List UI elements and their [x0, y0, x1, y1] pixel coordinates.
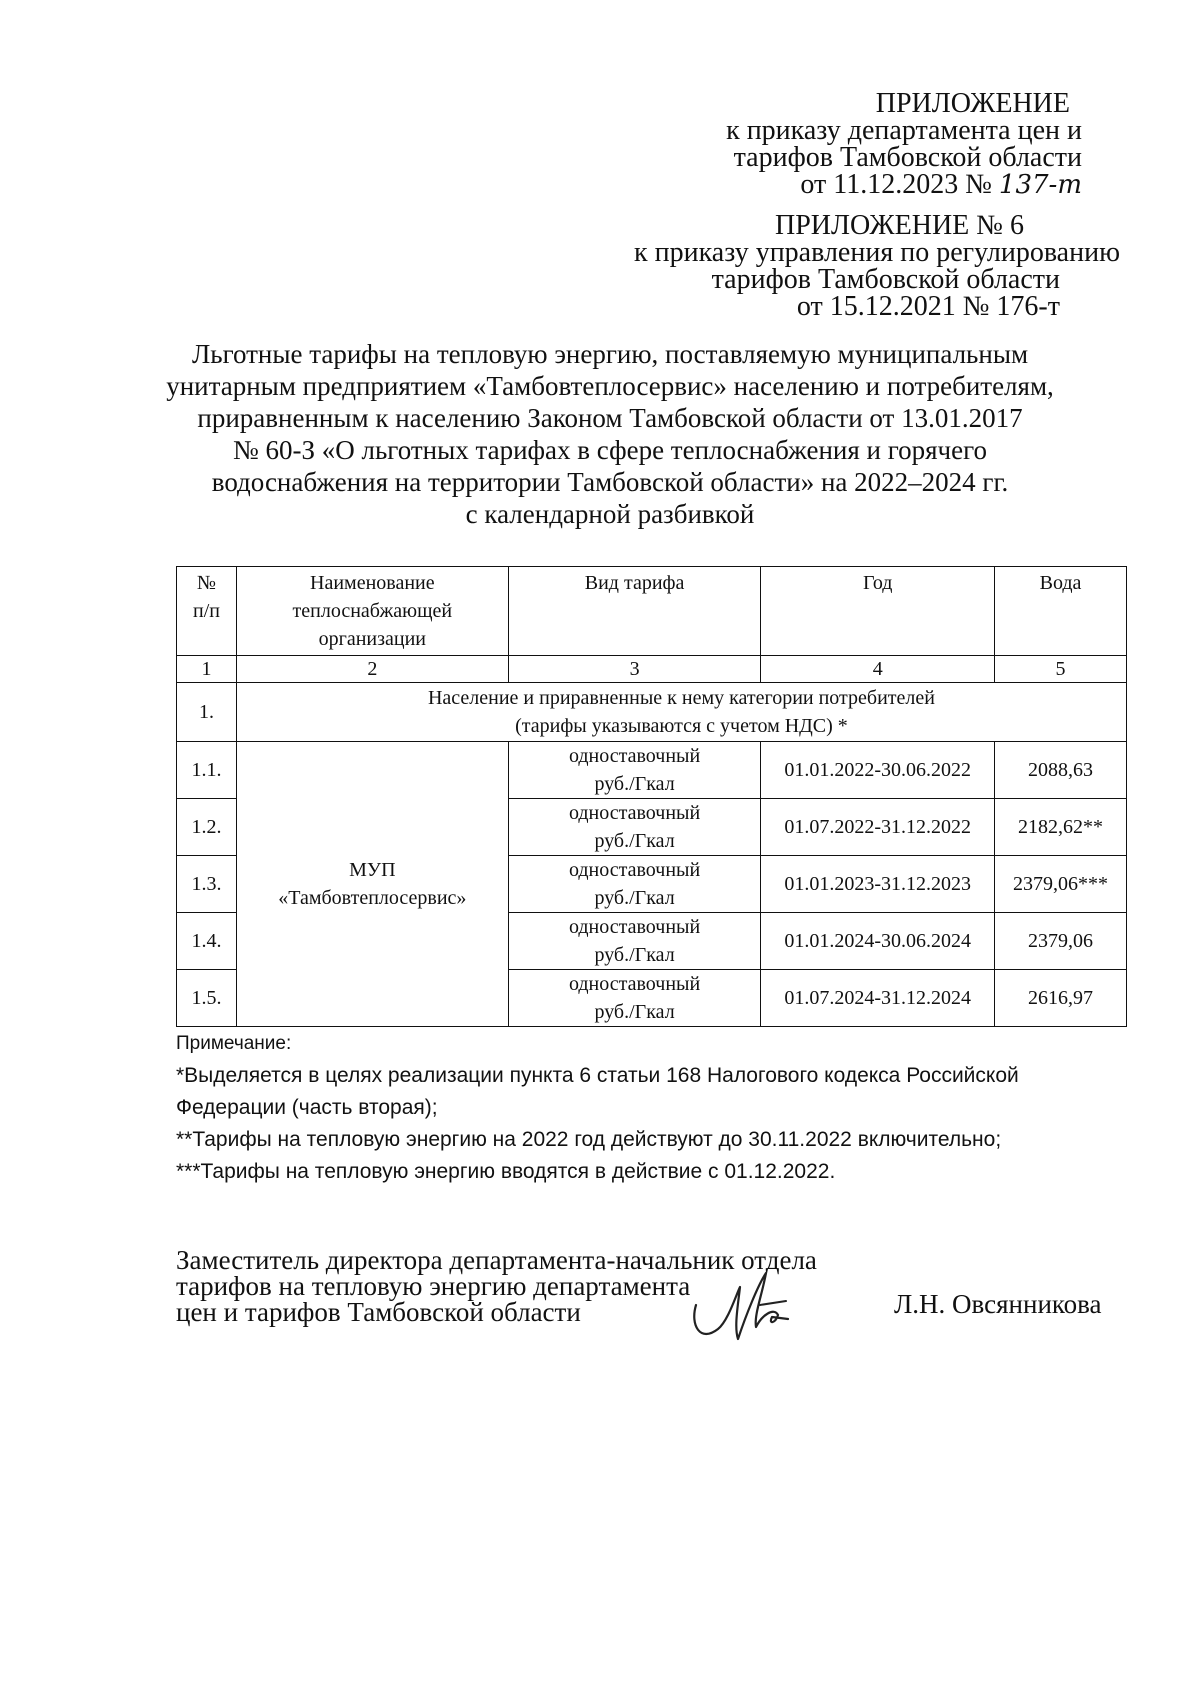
note-line: **Тарифы на тепловую энергию на 2022 год действуют до 30.11.2022 включительно;	[176, 1128, 1002, 1151]
header-number	[177, 567, 237, 656]
notes-section	[176, 1030, 1019, 1186]
value-cell: 2616,97	[995, 970, 1127, 1027]
row-number: 1.3.	[177, 856, 237, 913]
tariff-type-text: одноставочный	[568, 916, 701, 938]
handwritten-signature	[688, 1265, 808, 1355]
tariff-unit-text: руб./Гкал	[594, 773, 675, 795]
heading-line: приравненным к населению Законом Тамбовской области от 13.01.2017	[197, 403, 1023, 433]
category-text: Население и приравненные к нему категории потребителей	[427, 687, 935, 709]
row-number: 1.5.	[177, 970, 237, 1027]
tariff-type-text: одноставочный	[568, 859, 701, 881]
category-row	[177, 683, 1127, 742]
period-cell: 01.07.2024-31.12.2024	[761, 970, 995, 1027]
column-number: 1	[177, 656, 237, 683]
position-line: тарифов на тепловую энергию департамента	[176, 1271, 691, 1301]
appendix-date-line	[726, 171, 1082, 199]
period-cell: 01.01.2024-30.06.2024	[761, 913, 995, 970]
value-cell: 2379,06	[995, 913, 1127, 970]
organization-cell	[236, 742, 508, 1027]
notes-title: Примечание:	[176, 1033, 292, 1054]
appendix-line: тарифов Тамбовской области	[711, 264, 1060, 295]
period-cell: 01.01.2023-31.12.2023	[761, 856, 995, 913]
header-year: Год	[761, 567, 995, 656]
tariff-type-cell	[508, 742, 761, 799]
category-text: (тарифы указываются с учетом НДС) *	[515, 715, 848, 737]
tariff-unit-text: руб./Гкал	[594, 887, 675, 909]
period-cell: 01.07.2022-31.12.2022	[761, 799, 995, 856]
organization-text: МУП	[349, 859, 396, 881]
header-organization	[236, 567, 508, 656]
heading-line: Льготные тарифы на тепловую энергию, поставляемую муниципальным	[191, 339, 1029, 369]
tariff-unit-text: руб./Гкал	[594, 1001, 675, 1023]
appendix-line: к приказу департамента цен и	[726, 115, 1082, 146]
appendix-line: к приказу управления по регулированию	[634, 237, 1120, 268]
appendix-date: от 11.12.2023 №	[800, 169, 992, 200]
signatory-name: Л.Н. Овсянникова	[894, 1289, 1102, 1319]
header-text: теплоснабжающей	[292, 600, 453, 622]
tariff-type-text: одноставочный	[568, 802, 701, 824]
organization-text: «Тамбовтеплосервис»	[278, 887, 467, 909]
column-number: 2	[236, 656, 508, 683]
appendix-line: тарифов Тамбовской области	[733, 142, 1082, 173]
category-number: 1.	[177, 683, 237, 742]
tariffs-table	[176, 566, 1127, 1027]
tariff-type-cell	[508, 799, 761, 856]
appendix-header-1	[726, 90, 1082, 199]
appendix-date: от 15.12.2021 № 176-т	[796, 291, 1060, 322]
value-cell: 2088,63	[995, 742, 1127, 799]
period-cell: 01.01.2022-30.06.2022	[761, 742, 995, 799]
appendix-header-2	[634, 212, 1120, 320]
header-text: №	[196, 572, 217, 594]
table-row	[177, 742, 1127, 799]
handwritten-order-number: 137-т	[998, 170, 1082, 200]
tariff-type-cell	[508, 913, 761, 970]
column-numbers-row	[177, 656, 1127, 683]
tariff-type-text: одноставочный	[568, 745, 701, 767]
category-title	[236, 683, 1126, 742]
appendix-title: ПРИЛОЖЕНИЕ № 6	[775, 210, 1024, 241]
column-number: 4	[761, 656, 995, 683]
tariff-type-cell	[508, 970, 761, 1027]
header-tariff-type: Вид тарифа	[508, 567, 761, 656]
column-number: 5	[995, 656, 1127, 683]
heading-line: водоснабжения на территории Тамбовской области» на 2022–2024 гг.	[211, 467, 1009, 497]
heading-line: № 60-З «О льготных тарифах в сфере теплоснабжения и горячего	[232, 435, 987, 465]
document-heading	[150, 338, 1070, 530]
note-line: *Выделяется в целях реализации пункта 6 статьи 168 Налогового кодекса Российской	[176, 1064, 1019, 1087]
tariff-unit-text: руб./Гкал	[594, 830, 675, 852]
header-water: Вода	[995, 567, 1127, 656]
appendix-title: ПРИЛОЖЕНИЕ	[875, 88, 1070, 119]
row-number: 1.1.	[177, 742, 237, 799]
header-text: п/п	[192, 600, 220, 622]
note-line: Федерации (часть вторая);	[176, 1096, 438, 1119]
position-line: цен и тарифов Тамбовской области	[176, 1297, 581, 1327]
value-cell: 2182,62**	[995, 799, 1127, 856]
note-line: ***Тарифы на тепловую энергию вводятся в действие с 01.12.2022.	[176, 1160, 836, 1183]
column-number: 3	[508, 656, 761, 683]
heading-line: унитарным предприятием «Тамбовтеплосервис» населению и потребителям,	[166, 371, 1054, 401]
heading-line: с календарной разбивкой	[465, 499, 755, 529]
tariff-type-cell	[508, 856, 761, 913]
row-number: 1.2.	[177, 799, 237, 856]
header-text: организации	[318, 628, 427, 650]
tariff-unit-text: руб./Гкал	[594, 944, 675, 966]
header-text: Наименование	[310, 572, 435, 594]
position-line: Заместитель директора департамента-начальник отдела	[176, 1245, 817, 1275]
value-cell: 2379,06***	[995, 856, 1127, 913]
row-number: 1.4.	[177, 913, 237, 970]
table-header-row	[177, 567, 1127, 656]
tariff-type-text: одноставочный	[568, 973, 701, 995]
